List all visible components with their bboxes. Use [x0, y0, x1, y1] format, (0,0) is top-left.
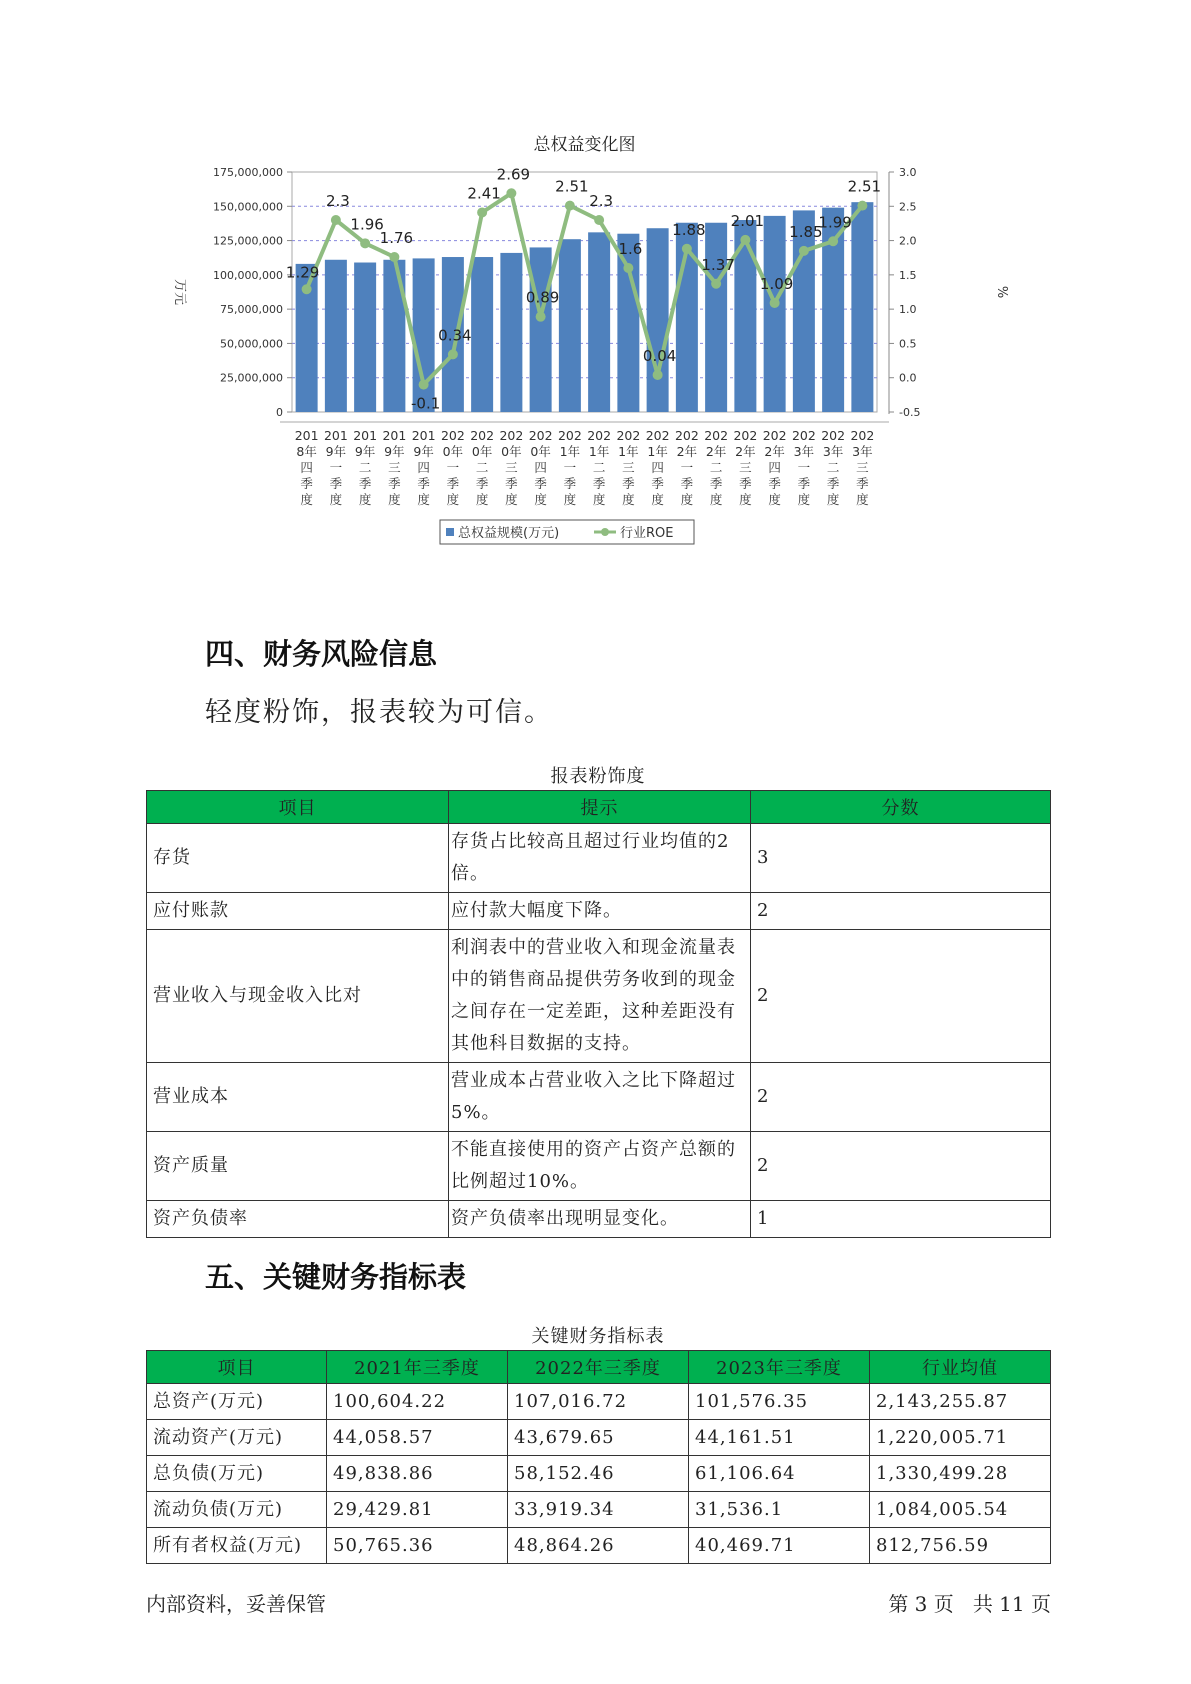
table-row — [147, 1063, 1051, 1132]
y2-tick-label: 0.0 — [899, 371, 917, 385]
y2-tick-label: 3.0 — [899, 166, 917, 179]
x-tick-label: 202 1年二季度 — [587, 428, 612, 507]
header-item: 项目 — [147, 791, 449, 824]
y-axis-label: 万元 — [172, 278, 187, 306]
risk-hint: 利润表中的营业收入和现金流量表中的销售商品提供劳务收到的现金之间存在一定差距，这种差距没有其他科目数据的支持。 — [449, 930, 751, 1063]
kpi-table — [146, 1350, 1051, 1564]
kpi-header-cell: 2021年三季度 — [327, 1351, 508, 1384]
kpi-value: 31,536.1 — [689, 1492, 870, 1528]
kpi-header-cell: 行业均值 — [870, 1351, 1051, 1384]
footer-note: 内部资料，妥善保管 — [146, 1592, 326, 1616]
kpi-value: 49,838.86 — [327, 1456, 508, 1492]
equity-chart — [140, 130, 1060, 600]
risk-item: 营业成本 — [147, 1063, 449, 1132]
kpi-value: 2,143,255.87 — [870, 1384, 1051, 1420]
roe-point — [536, 312, 546, 322]
roe-data-label: 2.3 — [589, 192, 614, 210]
kpi-value: 43,679.65 — [508, 1420, 689, 1456]
roe-point — [857, 201, 867, 211]
kpi-value: 1,220,005.71 — [870, 1420, 1051, 1456]
kpi-value: 107,016.72 — [508, 1384, 689, 1420]
kpi-label: 总资产(万元) — [147, 1384, 327, 1420]
x-tick-label: 202 2年一季度 — [674, 428, 699, 507]
roe-data-label: 2.51 — [847, 177, 882, 196]
risk-table — [146, 790, 1051, 1238]
kpi-label: 总负债(万元) — [147, 1456, 327, 1492]
kpi-value: 50,765.36 — [327, 1528, 508, 1564]
risk-score: 2 — [751, 1063, 1051, 1132]
header-hint: 提示 — [449, 791, 751, 824]
x-tick-label: 202 1年四季度 — [645, 428, 670, 507]
bar — [559, 239, 581, 412]
x-tick-label: 202 2年三季度 — [733, 428, 758, 507]
kpi-label: 流动负债(万元) — [147, 1492, 327, 1528]
y-tick-label: 0 — [276, 406, 283, 419]
roe-data-label: 2.51 — [555, 177, 589, 196]
y2-tick-label: 1.5 — [899, 268, 917, 282]
table-row — [147, 1528, 1051, 1564]
risk-hint: 存货占比较高且超过行业均值的2倍。 — [449, 824, 751, 893]
roe-data-label: 2.3 — [325, 192, 350, 210]
table-row — [147, 1132, 1051, 1201]
bar — [851, 202, 873, 412]
kpi-value: 100,604.22 — [327, 1384, 508, 1420]
bar — [471, 257, 493, 412]
y2-tick-label: 1.0 — [899, 303, 917, 317]
y-tick-label: 50,000,000 — [220, 337, 283, 351]
risk-table-header — [147, 791, 1051, 824]
roe-data-label: 1.76 — [379, 229, 414, 248]
kpi-value: 48,864.26 — [508, 1528, 689, 1564]
risk-item: 资产负债率 — [147, 1201, 449, 1238]
kpi-value: 44,058.57 — [327, 1420, 508, 1456]
legend-line-marker — [601, 528, 609, 536]
roe-point — [331, 215, 341, 225]
roe-data-label: 1.09 — [759, 274, 794, 293]
roe-point — [770, 298, 780, 308]
y2-tick-label: -0.5 — [899, 406, 921, 419]
roe-point — [594, 215, 604, 225]
x-tick-label: 201 9年二季度 — [353, 428, 378, 507]
risk-score: 2 — [751, 930, 1051, 1063]
kpi-value: 1,084,005.54 — [870, 1492, 1051, 1528]
kpi-table-header — [147, 1351, 1051, 1384]
risk-table-caption: 报表粉饰度 — [550, 766, 646, 787]
roe-data-label: 0.34 — [438, 326, 472, 345]
bar — [500, 253, 522, 412]
x-tick-label: 202 1年三季度 — [616, 428, 641, 507]
x-tick-label: 202 2年四季度 — [762, 428, 787, 507]
x-tick-label: 202 2年二季度 — [704, 428, 729, 507]
bar — [530, 247, 552, 412]
table-row — [147, 1384, 1051, 1420]
roe-point — [711, 279, 721, 289]
x-tick-label: 202 3年三季度 — [850, 428, 875, 507]
table-row — [147, 930, 1051, 1063]
y-tick-label: 125,000,000 — [213, 234, 283, 248]
risk-item: 存货 — [147, 824, 449, 893]
roe-point — [565, 201, 575, 211]
page-number: 第 3 页 共 11 页 — [888, 1592, 1051, 1616]
roe-data-label: 2.69 — [496, 165, 531, 184]
roe-point — [682, 244, 692, 254]
roe-point — [448, 349, 458, 359]
kpi-value: 40,469.71 — [689, 1528, 870, 1564]
roe-data-label: 1.99 — [818, 213, 852, 232]
roe-data-label: 1.85 — [789, 222, 823, 241]
legend-line-label: 行业ROE — [620, 526, 674, 541]
roe-data-label: -0.1 — [410, 394, 441, 413]
risk-score: 2 — [751, 1132, 1051, 1201]
x-tick-label: 201 9年三季度 — [382, 428, 407, 507]
x-tick-label: 202 3年二季度 — [821, 428, 846, 507]
roe-point — [360, 238, 370, 248]
risk-hint: 应付款大幅度下降。 — [449, 893, 751, 930]
kpi-value: 33,919.34 — [508, 1492, 689, 1528]
roe-point — [799, 246, 809, 256]
risk-score: 3 — [751, 824, 1051, 893]
risk-item: 应付账款 — [147, 893, 449, 930]
kpi-value: 44,161.51 — [689, 1420, 870, 1456]
risk-score: 1 — [751, 1201, 1051, 1238]
x-tick-label: 202 0年一季度 — [440, 428, 465, 507]
table-row — [147, 1456, 1051, 1492]
kpi-value: 101,576.35 — [689, 1384, 870, 1420]
section-4-title: 四、财务风险信息 — [205, 637, 438, 671]
y2-tick-label: 2.5 — [899, 200, 917, 214]
y-tick-label: 150,000,000 — [213, 200, 283, 214]
roe-data-label: 1.88 — [672, 220, 706, 239]
roe-point — [477, 207, 487, 217]
roe-data-label: 0.89 — [525, 288, 560, 307]
bar — [617, 234, 639, 412]
roe-data-label: 2.41 — [467, 184, 501, 203]
roe-point — [623, 263, 633, 273]
kpi-value: 1,330,499.28 — [870, 1456, 1051, 1492]
table-row — [147, 1201, 1051, 1238]
risk-item: 营业收入与现金收入比对 — [147, 930, 449, 1063]
roe-point — [302, 284, 312, 294]
kpi-table-caption: 关键财务指标表 — [531, 1326, 665, 1347]
legend-bar-label: 总权益规模(万元) — [458, 526, 560, 541]
section-5-title: 五、关键财务指标表 — [205, 1260, 467, 1294]
bar — [647, 228, 669, 412]
table-row — [147, 893, 1051, 930]
kpi-value: 58,152.46 — [508, 1456, 689, 1492]
roe-point — [828, 236, 838, 246]
x-tick-label: 202 0年二季度 — [470, 428, 495, 507]
roe-data-label: 1.29 — [285, 263, 320, 282]
bar — [588, 232, 610, 412]
kpi-value: 29,429.81 — [327, 1492, 508, 1528]
roe-data-label: 0.04 — [642, 346, 677, 365]
y-tick-label: 75,000,000 — [220, 303, 283, 317]
x-tick-label: 201 9年一季度 — [323, 428, 348, 507]
roe-data-label: 1.37 — [701, 255, 735, 274]
kpi-label: 所有者权益(万元) — [147, 1528, 327, 1564]
y2-tick-label: 0.5 — [899, 337, 917, 351]
kpi-header-cell: 2022年三季度 — [508, 1351, 689, 1384]
section-4-summary: 轻度粉饰，报表较为可信。 — [205, 697, 553, 728]
x-tick-label: 201 8年四季度 — [294, 428, 319, 507]
legend-bar-swatch — [446, 528, 454, 536]
roe-data-label: 1.6 — [618, 240, 643, 258]
y2-axis-label: % — [994, 285, 1009, 299]
y2-tick-label: 2.0 — [899, 234, 917, 248]
table-row — [147, 1420, 1051, 1456]
y-tick-label: 175,000,000 — [213, 166, 283, 179]
bar — [705, 223, 727, 412]
kpi-header-cell: 项目 — [147, 1351, 327, 1384]
risk-score: 2 — [751, 893, 1051, 930]
header-score: 分数 — [751, 791, 1051, 824]
risk-hint: 营业成本占营业收入之比下降超过5%。 — [449, 1063, 751, 1132]
roe-point — [740, 235, 750, 245]
kpi-label: 流动资产(万元) — [147, 1420, 327, 1456]
roe-point — [389, 252, 399, 262]
x-tick-label: 202 0年三季度 — [499, 428, 524, 507]
table-row — [147, 1492, 1051, 1528]
kpi-value: 61,106.64 — [689, 1456, 870, 1492]
x-tick-label: 202 3年一季度 — [791, 428, 816, 507]
bar — [325, 260, 347, 412]
table-row — [147, 824, 1051, 893]
kpi-header-cell: 2023年三季度 — [689, 1351, 870, 1384]
roe-point — [506, 188, 516, 198]
risk-item: 资产质量 — [147, 1132, 449, 1201]
risk-hint: 不能直接使用的资产占资产总额的比例超过10%。 — [449, 1132, 751, 1201]
x-tick-label: 201 9年四季度 — [411, 428, 436, 507]
x-tick-label: 202 1年一季度 — [557, 428, 582, 507]
y-tick-label: 100,000,000 — [213, 268, 283, 282]
roe-point — [419, 380, 429, 390]
roe-point — [653, 370, 663, 380]
roe-data-label: 1.96 — [350, 215, 384, 234]
kpi-value: 812,756.59 — [870, 1528, 1051, 1564]
risk-hint: 资产负债率出现明显变化。 — [449, 1201, 751, 1238]
x-tick-label: 202 0年四季度 — [528, 428, 553, 507]
bar — [764, 216, 786, 412]
chart-title: 总权益变化图 — [533, 135, 636, 155]
bar — [354, 263, 376, 412]
y-tick-label: 25,000,000 — [220, 371, 283, 385]
roe-data-label: 2.01 — [730, 211, 765, 230]
